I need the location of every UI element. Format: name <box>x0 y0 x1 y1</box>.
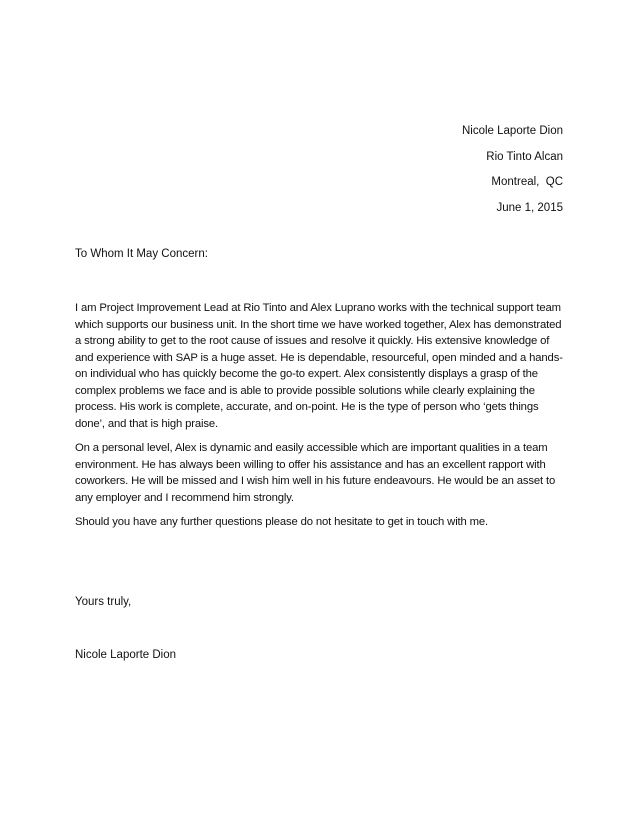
signature-name: Nicole Laporte Dion <box>75 649 177 661</box>
paragraph-personal: On a personal level, Alex is dynamic and easily accessible which are important qualities in a team environment. He has always been willing to offer his assistance and has an excellent rapport with coworkers. He will be missed and I wish him well in his future endeavours. He would be an asset to any employer and I recommend him strongly. <box>75 442 556 504</box>
paragraph-intro: I am Project Improvement Lead at Rio Tinto and Alex Luprano works with the technical support team which supports our business unit. In the short time we have worked together, Alex has demonstrated a strong ability to get to the root cause of issues and resolve it quickly. His extensive knowledge of and experience with SAP is a huge asset. He is dependable, resourceful, open minded and a hands-on individual who has quickly become the go-to expert. Alex consistently displays a grasp of the complex problems we face and is able to provide possible solutions while clearly explaining the process. His work is complete, accurate, and on-point. He is the type of person who ‘gets things done’, and that is high praise. <box>75 302 563 430</box>
sender-name: Nicole Laporte Dion <box>461 125 563 137</box>
paragraph-contact: Should you have any further questions please do not hesitate to get in touch with me. <box>75 516 489 528</box>
sender-city: Montreal, QC <box>491 176 563 188</box>
salutation: To Whom It May Concern: <box>75 248 208 260</box>
closing: Yours truly, <box>75 596 132 608</box>
sender-company: Rio Tinto Alcan <box>486 150 563 163</box>
sender-block <box>462 123 563 225</box>
letter-date: June 1, 2015 <box>496 201 563 214</box>
letter-body <box>75 300 567 539</box>
